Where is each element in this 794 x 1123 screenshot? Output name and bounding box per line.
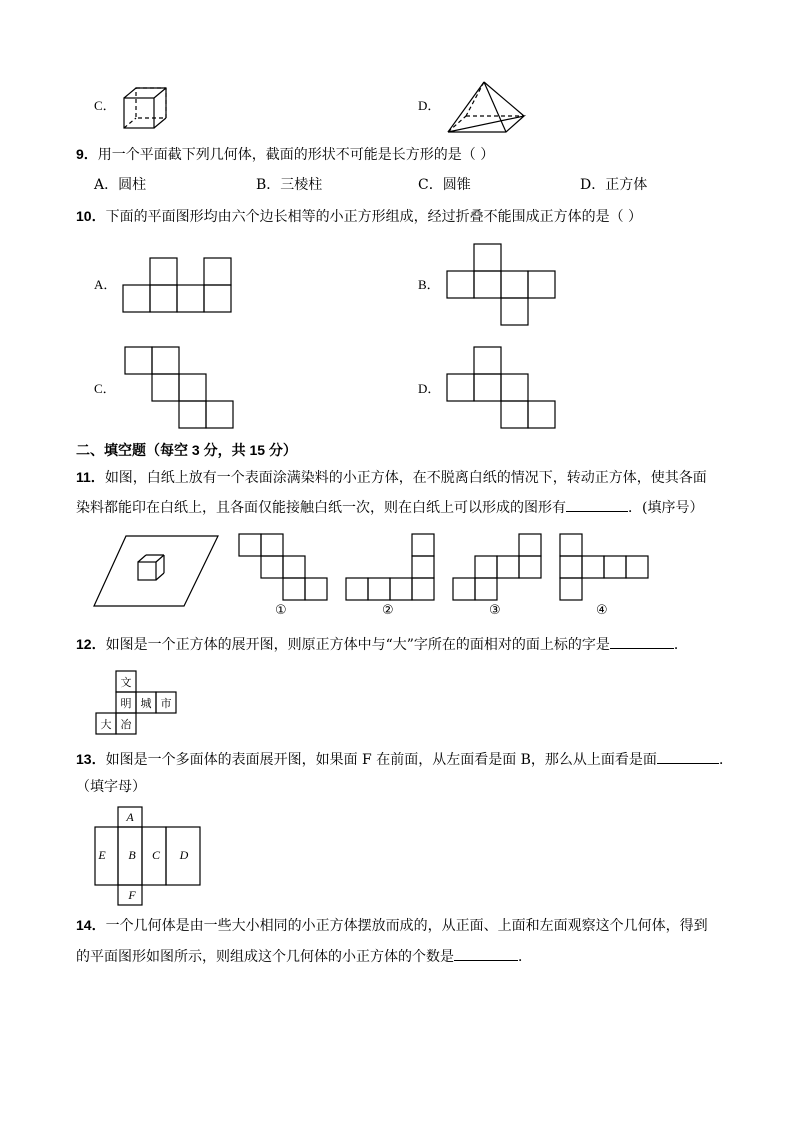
q10-net-b xyxy=(446,243,558,327)
q14-line-2 xyxy=(76,946,532,966)
q11-number: 11． xyxy=(76,469,105,485)
q12-cell-ye: 冶 xyxy=(120,718,132,731)
q12-text-b: ． xyxy=(673,637,688,653)
section-2-title: 二、填空题（每空 3 分，共 15 分） xyxy=(76,442,297,458)
q14-line-1 xyxy=(76,916,708,935)
q9-option-b: B．三棱柱 xyxy=(256,177,323,193)
q10-label-d: D． xyxy=(418,381,441,396)
q13-face-c: C xyxy=(151,848,160,862)
q11-answer-blank[interactable] xyxy=(566,497,628,512)
q13-note: （填字母） xyxy=(76,779,146,795)
q13-stem xyxy=(76,749,733,769)
q11-text-2a: 染料都能印在白纸上，且各面仅能接触白纸一次，则在白纸上可以形成的图形有 xyxy=(76,500,566,516)
q12-text-a: 如图是一个正方体的展开图，则原正方体中与“大”字所在的面相对的面上标的字是 xyxy=(105,637,610,653)
q10-label-c: C． xyxy=(94,381,116,396)
q9-stem xyxy=(76,145,494,164)
q14-answer-blank[interactable] xyxy=(454,946,518,961)
q9-option-a: A．圆柱 xyxy=(94,177,147,193)
pyramid-figure xyxy=(446,80,530,136)
q11-net-2 xyxy=(345,533,437,601)
q10-text: 下面的平面图形均由六个边长相等的小正方形组成，经过折叠不能围成正方体的是（ ） xyxy=(105,209,643,225)
q12-cell-ming: 明 xyxy=(120,697,132,710)
q11-line-2 xyxy=(76,497,703,517)
q11-label-4: ④ xyxy=(596,603,608,618)
q13-text-a: 如图是一个多面体的表面展开图，如果面 F 在前面，从左面看是面 B，那么从上面看是面 xyxy=(105,752,657,768)
q11-label-2: ② xyxy=(382,603,394,618)
q8-option-c-label: C． xyxy=(94,98,116,113)
q9-option-c: C．圆锥 xyxy=(418,177,471,193)
q10-label-b: B． xyxy=(418,277,440,292)
q12-answer-blank[interactable] xyxy=(610,634,674,649)
q10-number: 10． xyxy=(76,208,106,224)
q11-label-3: ③ xyxy=(489,603,501,618)
q14-text-2b: ． xyxy=(518,949,532,965)
q13-face-f: F xyxy=(128,888,136,902)
q11-net-4 xyxy=(559,533,651,601)
q13-face-a: A xyxy=(126,810,134,824)
q10-net-d xyxy=(446,346,558,430)
q13-face-e: E xyxy=(98,848,106,862)
q10-net-c xyxy=(124,346,236,430)
q11-net-3 xyxy=(452,533,544,601)
q11-label-1: ① xyxy=(275,603,287,618)
q13-face-b: B xyxy=(128,848,136,862)
q13-answer-blank[interactable] xyxy=(657,749,719,764)
q12-stem xyxy=(76,634,688,654)
cube-figure xyxy=(120,86,170,130)
q12-cell-cheng: 城 xyxy=(140,697,152,710)
q12-cell-shi: 市 xyxy=(160,697,172,710)
q8-option-d-label: D． xyxy=(418,98,441,113)
q11-paper-with-cube xyxy=(92,534,222,608)
q13-text-b: ． xyxy=(718,752,733,768)
q12-cell-da: 大 xyxy=(100,718,112,731)
q14-number: 14． xyxy=(76,917,106,933)
q11-line-1 xyxy=(76,468,707,487)
q14-text-1: 一个几何体是由一些大小相同的小正方体摆放而成的，从正面、上面和左面观察这个几何体，得到 xyxy=(105,918,708,934)
q11-text-1: 如图，白纸上放有一个表面涂满染料的小正方体，在不脱离白纸的情况下，转动正方体，使其各面 xyxy=(104,470,707,486)
q12-cell-wen: 文 xyxy=(120,676,132,689)
q11-net-1 xyxy=(238,533,330,601)
q11-text-2b: ．(填序号） xyxy=(628,500,704,516)
q9-option-d: D．正方体 xyxy=(580,177,648,193)
q12-number: 12． xyxy=(76,636,106,652)
q13-face-d: D xyxy=(179,848,189,862)
q9-text: 用一个平面截下列几何体，截面的形状不可能是长方形的是（ ） xyxy=(97,147,495,163)
q10-label-a: A． xyxy=(94,277,117,292)
q13-number: 13． xyxy=(76,751,106,767)
q14-text-2a: 的平面图形如图所示，则组成这个几何体的小正方体的个数是 xyxy=(76,949,454,965)
q10-net-a xyxy=(123,257,235,313)
q10-stem xyxy=(76,207,642,226)
q9-number: 9． xyxy=(76,146,98,162)
